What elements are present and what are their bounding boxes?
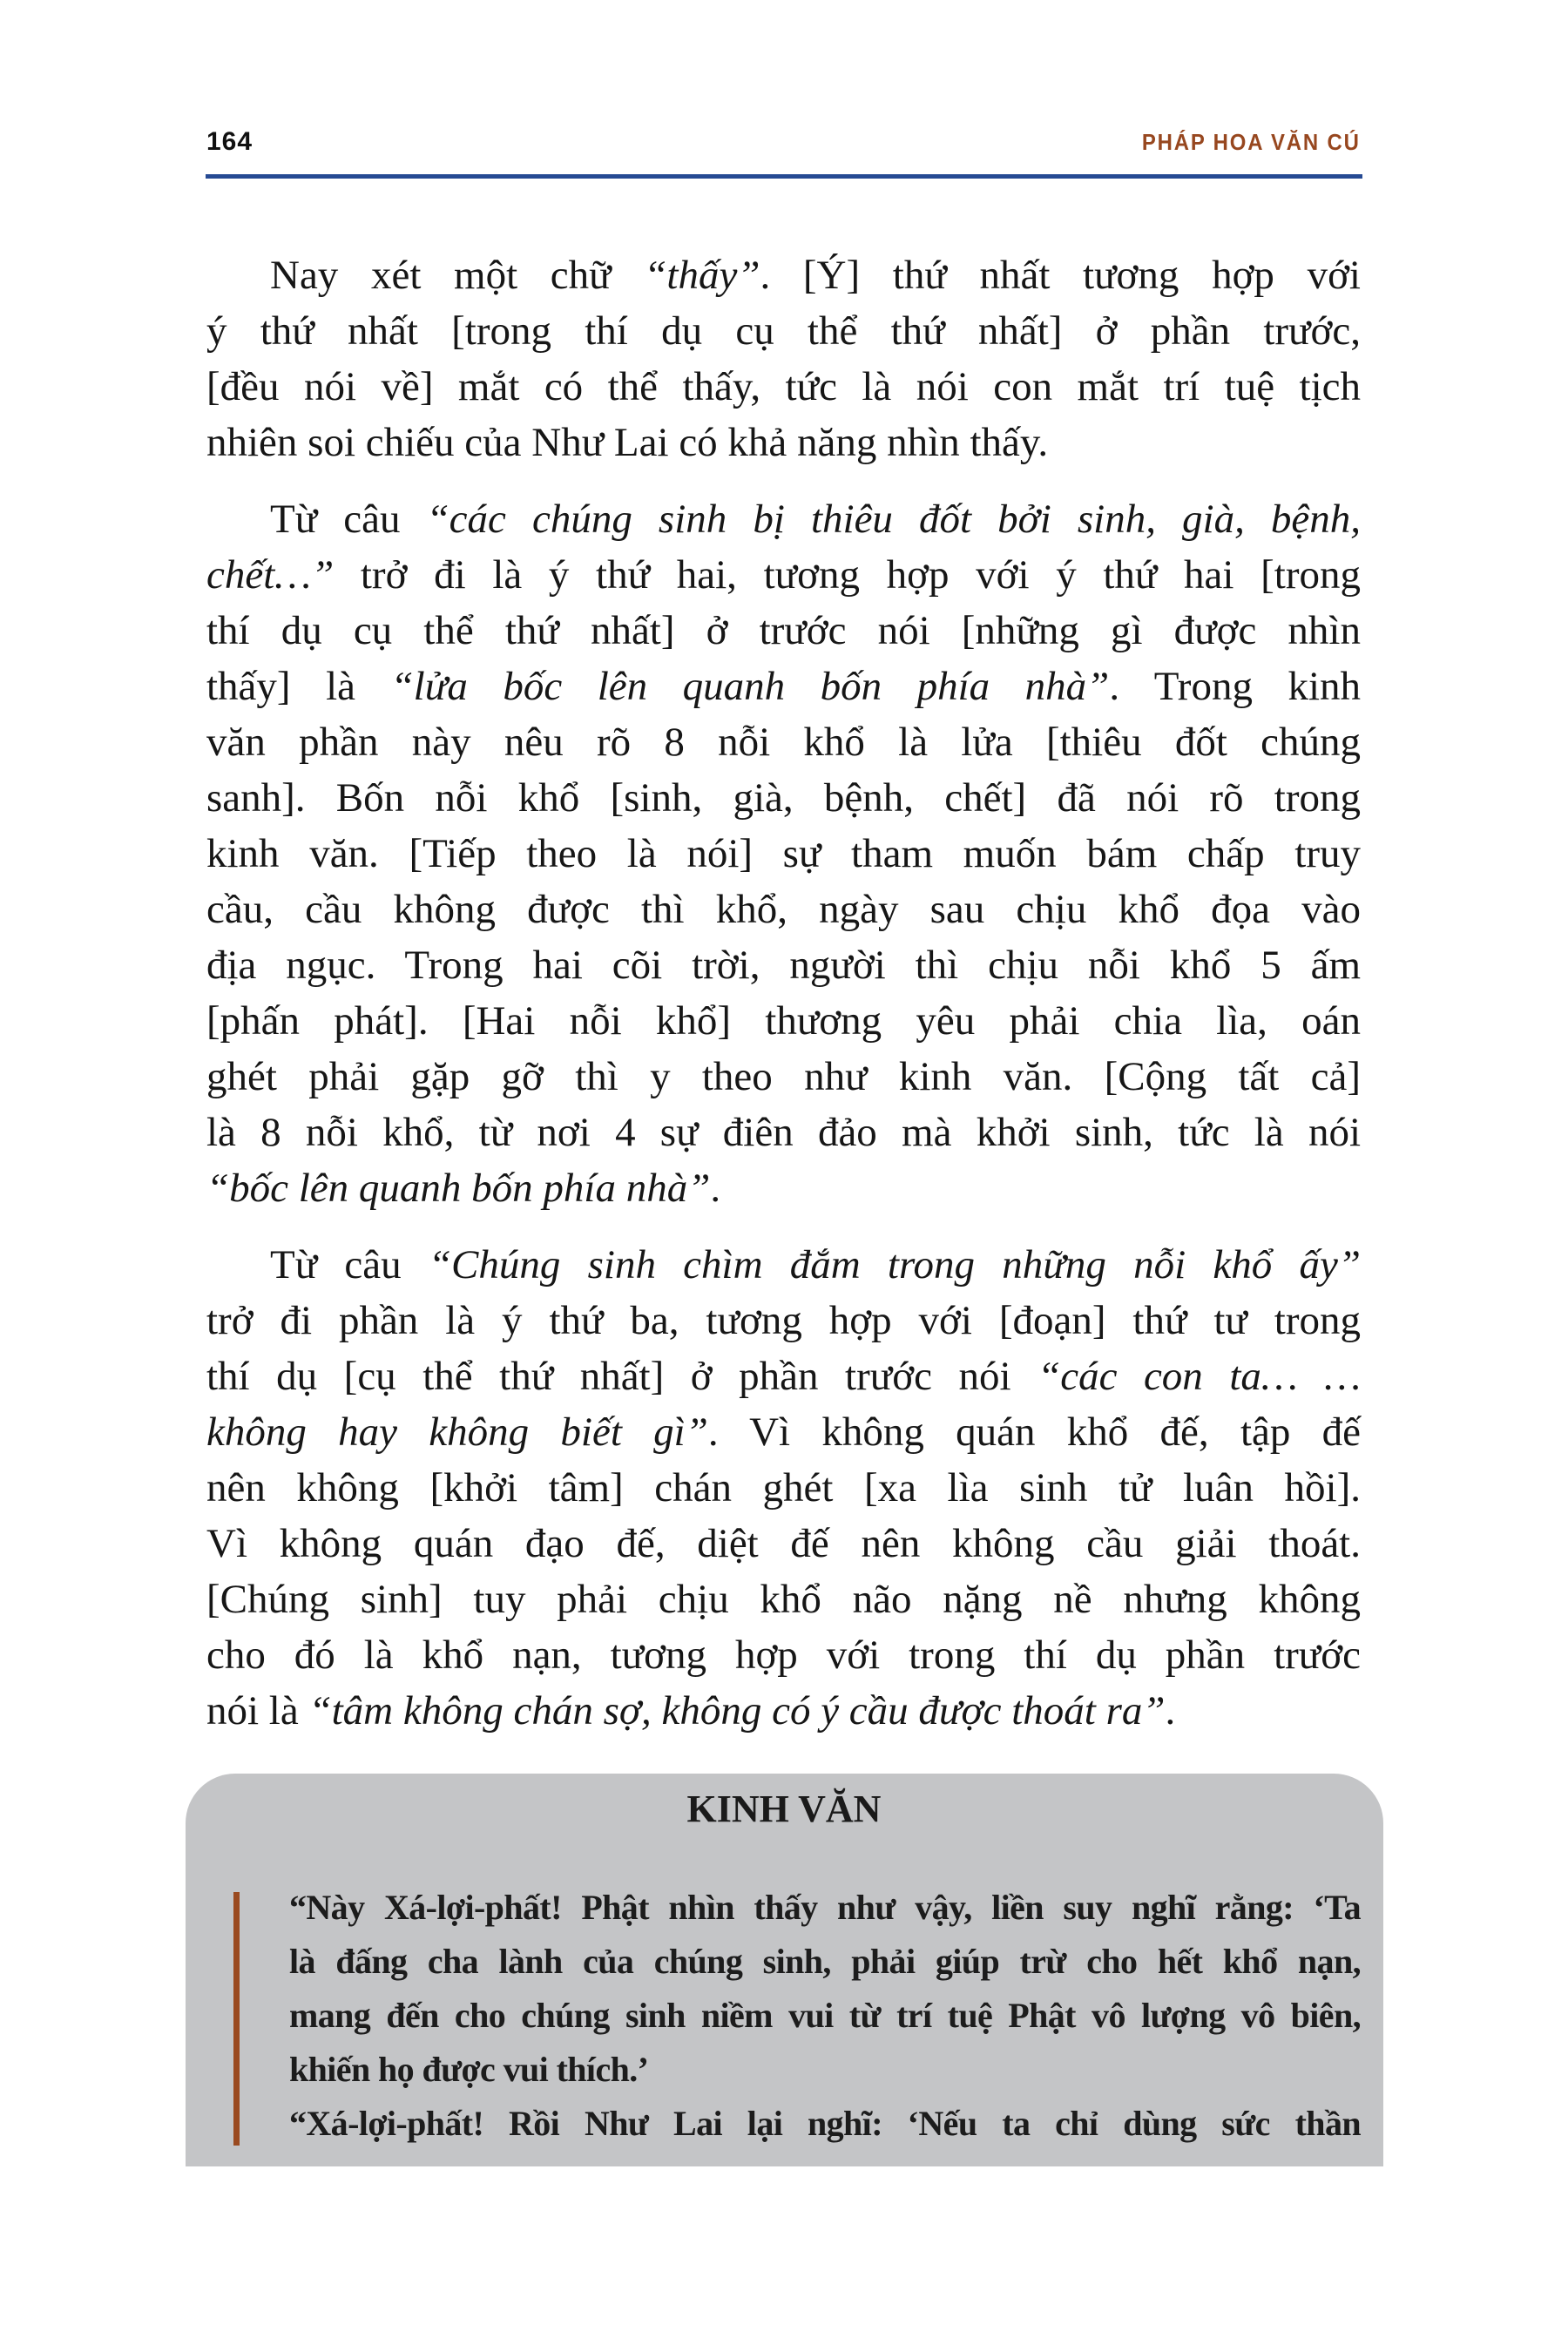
sutra-line: mang đến cho chúng sinh niềm vui từ trí tuệ Phật vô lượng vô biên, — [289, 1996, 1361, 2035]
quoted-phrase: “các con ta… … — [1037, 1354, 1361, 1399]
quoted-phrase: “tâm không chán sợ, không có ý cầu được thoát ra” — [308, 1688, 1166, 1734]
text-run: . — [710, 1166, 721, 1211]
text-line — [206, 1348, 1361, 1404]
text-line — [206, 303, 1361, 359]
text-run: ghét phải gặp gỡ thì y theo như kinh văn. [Cộng tất cả] — [206, 1054, 1361, 1099]
text-run: trở đi phần là ý thứ ba, tương hợp với [đoạn] thứ tư trong — [206, 1298, 1361, 1343]
text-line — [206, 1293, 1361, 1348]
text-line — [206, 603, 1361, 659]
quoted-phrase: “Chúng sinh chìm đắm trong những nỗi khổ ấy” — [428, 1242, 1362, 1288]
text-run: địa ngục. Trong hai cõi trời, người thì chịu nỗi khổ 5 ấm — [206, 943, 1361, 988]
quoted-phrase: “lửa bốc lên quanh bốn phía nhà” — [390, 664, 1110, 709]
text-run: văn phần này nêu rõ 8 nỗi khổ là lửa [thiêu đốt chúng — [206, 720, 1361, 765]
text-run: [đều nói về] mắt có thể thấy, tức là nói con mắt trí tuệ tịch — [206, 364, 1361, 409]
text-run: Vì không quán đạo đế, diệt đế nên không cầu giải thoát. — [206, 1521, 1361, 1566]
text-run: [phấn phát]. [Hai nỗi khổ] thương yêu phải chia lìa, oán — [206, 998, 1361, 1044]
text-line — [206, 1160, 1361, 1216]
text-run: sanh]. Bốn nỗi khổ [sinh, già, bệnh, chết] đã nói rõ trong — [206, 775, 1361, 821]
text-line — [206, 993, 1361, 1049]
text-line — [206, 359, 1361, 415]
text-run: kinh văn. [Tiếp theo là nói] sự tham muốn bám chấp truy — [206, 831, 1361, 876]
text-line — [206, 547, 1361, 603]
text-run: thí dụ [cụ thể thứ nhất] ở phần trước nói — [206, 1354, 1038, 1399]
text-run: . Vì không quán khổ đế, tập đế — [707, 1409, 1362, 1455]
text-line — [270, 1237, 1361, 1293]
sutra-title: KINH VĂN — [686, 1788, 882, 1830]
sutra-line: “Này Xá-lợi-phất! Phật nhìn thấy như vậy, liền suy nghĩ rằng: ‘Ta — [289, 1888, 1361, 1927]
text-line — [206, 415, 1361, 470]
quoted-phrase: không hay không biết gì” — [206, 1409, 708, 1455]
sutra-line: “Xá-lợi-phất! Rồi Như Lai lại nghĩ: ‘Nếu ta chỉ dùng sức thần — [289, 2104, 1361, 2143]
text-run: Từ câu — [270, 1242, 429, 1288]
text-line — [206, 1460, 1361, 1516]
text-run: thấy] là — [206, 664, 391, 709]
text-run: . — [1165, 1688, 1176, 1734]
text-run: nói là — [206, 1688, 309, 1734]
quote-accent-bar — [233, 1892, 240, 2146]
page-number: 164 — [206, 127, 253, 156]
sutra-line: là đấng cha lành của chúng sinh, phải giúp trừ cho hết khổ nạn, — [289, 1942, 1361, 1981]
text-line — [206, 826, 1361, 882]
text-run: Từ câu — [270, 497, 427, 542]
text-run: nên không [khởi tâm] chán ghét [xa lìa sinh tử luân hồi]. — [206, 1465, 1361, 1511]
text-run: ý thứ nhất [trong thí dụ cụ thể thứ nhất] ở phần trước, — [206, 308, 1361, 354]
text-run: thí dụ cụ thể thứ nhất] ở trước nói [những gì được nhìn — [206, 608, 1361, 653]
quoted-phrase: “các chúng sinh bị thiêu đốt bởi sinh, già, bệnh, — [426, 497, 1361, 542]
text-line — [206, 1049, 1361, 1105]
text-run: cầu, cầu không được thì khổ, ngày sau chịu khổ đọa vào — [206, 887, 1361, 932]
text-line — [206, 882, 1361, 937]
quoted-phrase: “thấy” — [644, 253, 760, 298]
quoted-phrase: chết…” — [206, 552, 335, 598]
text-line — [270, 491, 1361, 547]
text-run: Nay xét một chữ — [270, 253, 645, 298]
sutra-line: khiến họ được vui thích.’ — [289, 2050, 649, 2089]
text-line — [206, 1683, 1361, 1739]
text-line — [206, 1105, 1361, 1160]
text-run: là 8 nỗi khổ, từ nơi 4 sự điên đảo mà khởi sinh, tức là nói — [206, 1110, 1361, 1155]
text-line — [270, 247, 1361, 303]
text-run: trở đi là ý thứ hai, tương hợp với ý thứ hai [trong — [334, 552, 1361, 598]
text-run: [Chúng sinh] tuy phải chịu khổ não nặng nề nhưng không — [206, 1577, 1361, 1622]
text-run: . [Ý] thứ nhất tương hợp với — [760, 253, 1361, 298]
running-title: PHÁP HOA VĂN CÚ — [1142, 129, 1361, 155]
text-line — [206, 1627, 1361, 1683]
text-line — [206, 1516, 1361, 1571]
text-run: cho đó là khổ nạn, tương hợp với trong thí dụ phần trước — [206, 1632, 1361, 1678]
text-run: . Trong kinh — [1109, 664, 1361, 709]
text-line — [206, 937, 1361, 993]
text-line — [206, 659, 1361, 714]
text-line — [206, 1404, 1361, 1460]
header-rule — [206, 174, 1362, 179]
text-run: nhiên soi chiếu của Như Lai có khả năng nhìn thấy. — [206, 420, 1049, 465]
quoted-phrase: “bốc lên quanh bốn phía nhà” — [206, 1166, 711, 1211]
text-line — [206, 770, 1361, 826]
text-line — [206, 714, 1361, 770]
text-line — [206, 1571, 1361, 1627]
